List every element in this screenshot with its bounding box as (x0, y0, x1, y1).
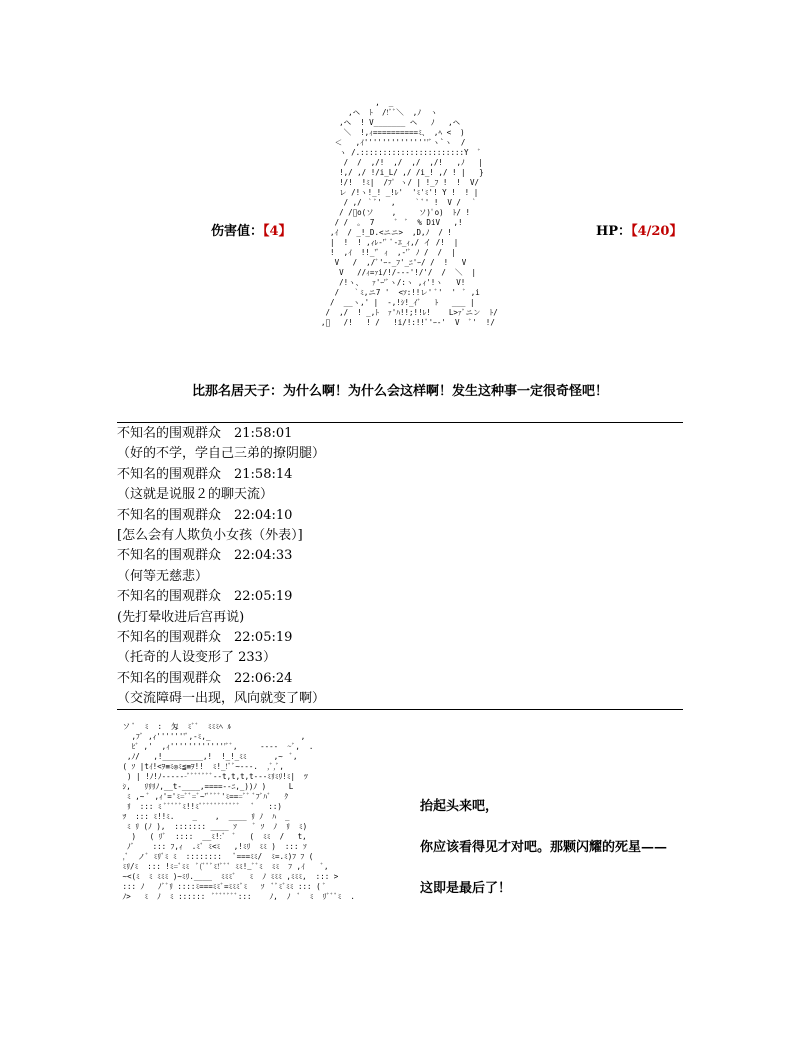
ascii-art-line: ,ヘ ﾄ /!ﾞﾞ＼ ,ﾉ ヽ (312, 108, 438, 117)
speech-line: 比那名居天子：为什么啊！为什么会这样啊！发生这种事一定很奇怪吧！ (191, 384, 608, 399)
ascii-art-line: ＜ ,ｲ'''''''''''''''ﾞヽ`ヽ / (312, 138, 466, 147)
hp-value: 【4/20】 (631, 224, 683, 239)
ascii-art-line: ﾋﾞ ,' ,ｨ'''''''''''''ﾞﾞ, ---- ~ﾞ, . (118, 742, 314, 751)
chat-line: (先打晕收进后宫再说) (117, 609, 245, 625)
ascii-art-line: ,ｲ / _!_D.<ニニ> ,D,ﾉ / ! (312, 228, 452, 237)
chat-line: 不知名的围观群众 22:05:19 (117, 589, 293, 605)
ascii-art-line: ::: ﾉ ﾉﾞﾞﾘ ::::ﾐ===ﾐﾐﾞ=ﾐﾐﾐﾞﾐ ｿ ﾞﾞﾐﾞﾐﾐ ::: ( ﾞ (118, 882, 327, 891)
chat-line: （交流障碍一出现，风向就变了啊） (117, 691, 326, 707)
ascii-art-line: ) ( ﾘﾞ :::: __ﾐ!:ﾞ ﾞ ( ﾐﾐ / t, (118, 832, 307, 841)
ascii-art-line: / ,/ ! _,ﾄ ｧ'ﾊ!!;!!ﾚ! L>ｧﾞニン ﾄ/ (312, 308, 498, 317)
ascii-art-line: !,/ ,/ !/i_L/ ,/ /i_! ,/ ! | } (312, 168, 484, 177)
top-ascii-art (312, 98, 498, 328)
chat-log (117, 424, 683, 709)
ascii-art-line: / /ﾞo(ソ , ソ)ﾟo) ﾄ/ ! (312, 208, 470, 217)
damage-stat (211, 220, 292, 239)
ascii-art-line: , _ (312, 98, 398, 107)
ascii-art-line: ﾐ ﾘ (ﾉ ), ::::::: ____ ｿ ﾞ ｿ ﾉ ﾘ ﾐ) (118, 822, 308, 831)
ascii-art-line: ,ﾞ ノﾞ ﾐﾘﾞﾐ ﾐ :::::::: ﾞ===ﾐﾐ/ ﾐ=.ﾐ)ﾌ ﾌ ( (118, 852, 314, 861)
ascii-art-line: V //ｨ=ｧi/!/---'!/'/ / ＼ | (312, 268, 477, 277)
chat-line: 不知名的围观群众 22:06:24 (117, 670, 293, 686)
chat-line: （何等无慈悲） (117, 568, 209, 584)
narration-line-1: 抬起头来吧， (420, 799, 499, 814)
chat-line: 不知名的围观群众 22:04:10 (117, 507, 293, 523)
ascii-art-line: ,ﾞ /! ! / !i/!:!!ﾞ'ｰ-' V ﾞ' !/ (312, 318, 495, 327)
ascii-art-line: ソ ﾞ ﾐ : 匁 ﾐﾞﾞ ﾐﾐﾐﾍ ﾙ (118, 722, 232, 731)
chat-line: 不知名的围观群众 21:58:14 (117, 466, 293, 482)
chat-line: 不知名的围观群众 22:05:19 (117, 629, 293, 645)
ascii-art-line: ) | !ﾉ!ﾉ------ﾞﾞﾞﾞﾞﾞﾞ--t,t,t,t---ﾐﾘﾐﾘ!ﾐ| ﾂ (118, 772, 308, 781)
chat-line: 不知名的围观群众 22:04:33 (117, 548, 293, 564)
ascii-art-line: ﾉﾞ ::: ﾌ,ｨ .ﾐﾞ ﾐ<ﾐ ,!ﾐﾘ ﾐﾐ ) ::: ｿ (118, 842, 307, 851)
hp-label: HP： (596, 224, 632, 239)
chat-line: （托奇的人设变形了 233） (117, 650, 276, 666)
narration-line-2: 你应该看得见才对吧。那颗闪耀的死星—— (420, 840, 668, 855)
ascii-art-line: ~<(ﾐ ﾐ ﾐﾐﾐ )~ﾐﾘ.____ ﾐﾐﾐﾞ ﾐ ﾉ ﾐﾐﾐ ,ﾐﾐﾐ, ::: > (118, 872, 339, 881)
ascii-art-line: ﾉ> ﾐ ﾉ ﾐ :::::: ﾞﾞﾞﾞﾞﾞﾞ::: ﾉ, ﾉ ﾞ ﾐ ﾘﾞﾞﾞﾐ . (118, 892, 355, 901)
divider-top (117, 422, 683, 423)
damage-label: 伤害值： (211, 224, 264, 239)
ascii-art-line: / ｀ﾐ,ニ7 ' <ｿ:!!レ' ﾞ' ' ﾞ ,i (312, 288, 480, 297)
ascii-art-line: ｼ, ﾘﾘﾘﾉ,__t-____,====--ﾆ,_))ﾉ ) L (118, 782, 294, 791)
ascii-art-line: !/! !ﾐ| /ﾌﾟ ヽ/ | !_ﾌ ! ! V/ (312, 178, 479, 187)
bottom-ascii-art (118, 722, 355, 902)
chat-line: [怎么会有人欺负小女孩（外表）] (117, 527, 303, 543)
ascii-art-line: ( ｿ |tｲ!<ｦ≡ﾐ◎ﾐ≦≡ｦ!! ﾐ!_!ﾞﾞ~---. ,ﾞ,ﾞ, (118, 762, 284, 771)
damage-value: 【4】 (263, 224, 292, 239)
ascii-art-line: ﾐﾘ/ﾐ ::: !ﾐ=ﾞﾐﾐ ﾞ(ﾞﾞﾞﾐ!ﾞﾞﾞ ﾐﾐ!_ﾞﾞﾐ ﾐﾐ ﾌ ,ｲ ﾞ, (118, 862, 329, 871)
ascii-art-line: / / ,/! ,/ ,/ ,/! ,ﾉ | (312, 158, 483, 167)
ascii-art-line: /!ヽ、 ｧ'ｰ'ﾞヽ/:ヽ ,ｨ'!ヽ V! (312, 278, 466, 287)
ascii-art-line: V / ,/ﾞ'ｰ-_ﾌ'_ﾆ'ｰ/ / ! V (312, 258, 467, 267)
chat-line: （好的不学，学自己三弟的撩阴腿） (117, 446, 326, 462)
ascii-art-line: ,ﾌﾞ ,ｨ'''''''ﾞ,-ﾐ,_ , (118, 732, 306, 741)
ascii-art-line: ,ﾉ/ ,!_________,! !_!_ﾐﾐ ,~ ﾞ, (118, 752, 298, 761)
chat-line: 不知名的围观群众 21:58:01 (117, 426, 293, 441)
ascii-art-line: ﾂ ::: ﾐ!!ﾐ. _ , ____ ﾘ ﾉ ﾊ _ (118, 812, 290, 821)
ascii-art-line: ﾐ ,~ ﾞ ,ｨ'='ﾐ=ﾞﾞ=ﾞ~'ﾞﾞﾞﾞ'ﾐ===ﾞﾞ ﾞﾌﾞﾊﾞ ｸ (118, 792, 289, 801)
ascii-art-line: レ /!ヽ!_! _!ﾚ' 'ﾐ'ﾐ'! Y ! ! | (312, 188, 479, 197)
ascii-art-line: ＼ !,ｨ==========ﾐ、 ,ﾍ < ) (312, 128, 465, 137)
ascii-art-line: ,へ ! V_______ ヘ ﾉ ,ヘ (312, 118, 461, 127)
ascii-art-line: | ! ! ,ｨﾚ-'ﾞ ﾞ-ｴ_ｨ,/ イ /! | (312, 238, 459, 247)
ascii-art-line: ! ,ｲ !!_'ﾞ ｨ ,-'ﾞ ﾉ / / | (312, 248, 456, 257)
ascii-art-line: ヽ /.:::::::::::::::::::::::Y ﾞ (312, 148, 482, 157)
hp-stat (596, 220, 682, 239)
ascii-art-line: / __ヽ,' | -,!ｼ!_ｲﾞ ﾄ ___ | (312, 298, 475, 307)
narration-line-3: 这即是最后了！ (420, 881, 512, 896)
ascii-art-line: / ,/ ｀ﾞ' , ｀ﾞ' ! V / ｀ (312, 198, 478, 207)
chat-line: （这就是说服２的聊天流） (117, 487, 274, 503)
ascii-art-line: ﾘ ::: ﾐ ﾞﾞﾞﾞﾞﾐ!!ﾐﾞﾞﾞﾞﾞﾞﾞﾞﾞﾞﾞ ﾞ ::) (118, 802, 282, 811)
ascii-art-line: / / ｡ 7 ﾞ ﾞ % DiV ,! (312, 218, 463, 227)
